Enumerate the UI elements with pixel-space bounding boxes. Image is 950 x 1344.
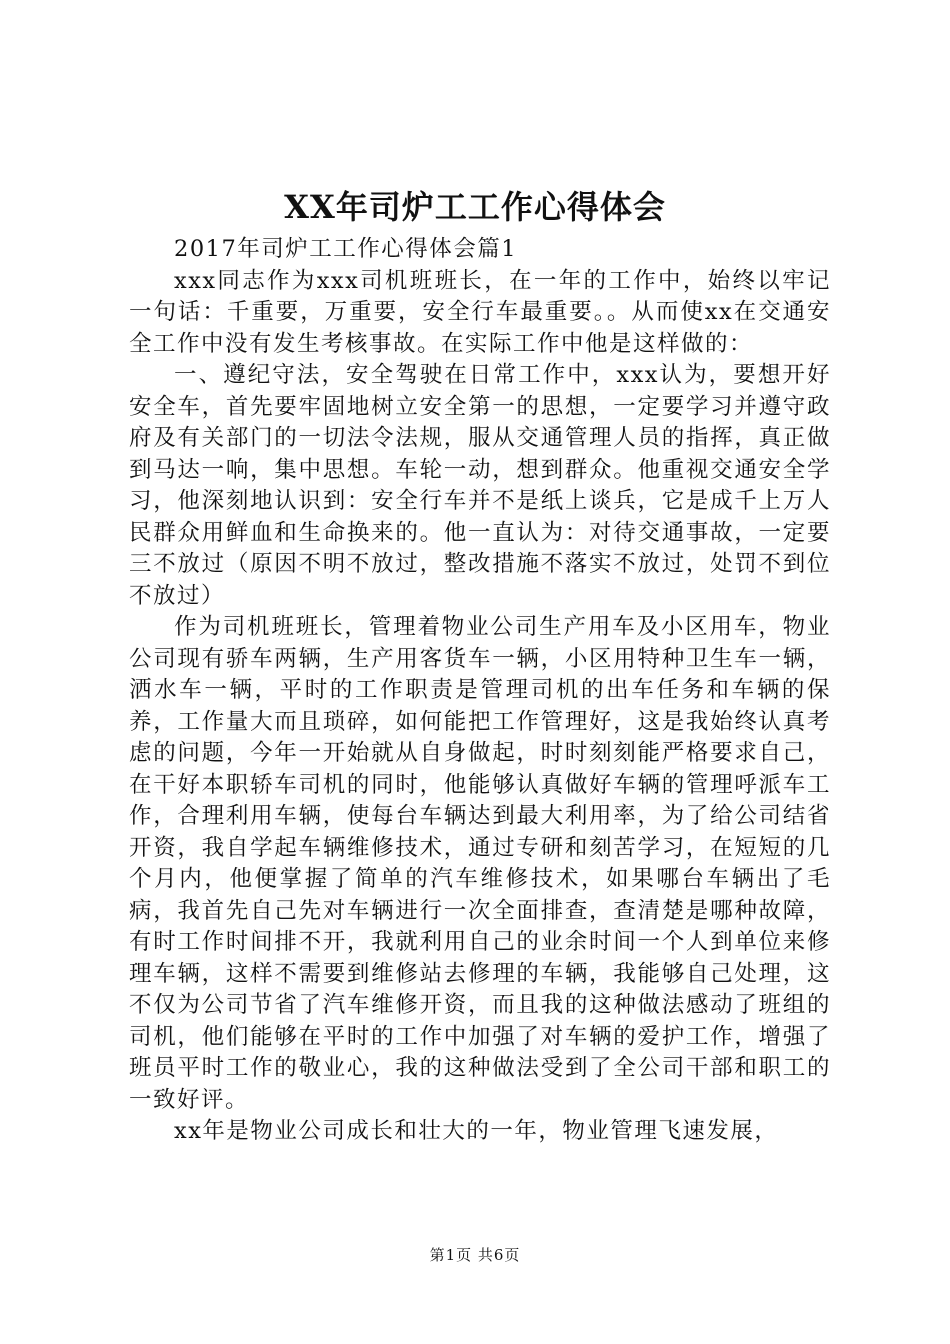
paragraph-intro: xxx同志作为xxx司机班班长，在一年的工作中，始终以牢记一句话：千重要，万重要，安全行车最重要。。从而使xx在交通安全工作中没有发生考核事故。在实际工作中他是这样做的： — [129, 267, 831, 357]
section-heading: 2017年司炉工工作心得体会篇1 — [174, 236, 518, 262]
page-number-footer: 第1页 共6页 — [429, 1246, 521, 1264]
paragraph-growth: xx年是物业公司成长和壮大的一年，物业管理飞速发展， — [174, 1118, 779, 1144]
paragraph-law-abiding: 一、遵纪守法，安全驾驶在日常工作中，xxx认为，要想开好安全车，首先要牢固地树立安全第一的思想，一定要学习并遵守政府及有关部门的一切法令法规，服从交通管理人员的指挥，真正做到马达一响，集中思想。车轮一动，想到群众。他重视交通安全学习，他深刻地认识到：安全行车并不是纸上谈兵，它是成千上万人民群众用鲜血和生命换来的。他一直认为：对待交通事故，一定要三不放过（原因不明不放过，整改措施不落实不放过，处罚不到位不放过） — [129, 362, 831, 609]
document-title: XX年司炉工工作心得体会 — [284, 188, 666, 226]
paragraph-team-leader: 作为司机班班长，管理着物业公司生产用车及小区用车，物业公司现有骄车两辆，生产用客货车一辆，小区用特种卫生车一辆，洒水车一辆，平时的工作职责是管理司机的出车任务和车辆的保养，工作量大而且琐碎，如何能把工作管理好，这是我始终认真考虑的问题，今年一开始就从自身做起，时时刻刻能严格要求自己，在干好本职轿车司机的同时，他能够认真做好车辆的管理呼派车工作，合理利用车辆，使每台车辆达到最大利用率，为了给公司结省开资，我自学起车辆维修技术，通过专研和刻苦学习，在短短的几个月内，他便掌握了简单的汽车维修技术，如果哪台车辆出了毛病，我首先自己先对车辆进行一次全面排查，查清楚是哪种故障，有时工作时间排不开，我就利用自己的业余时间一个人到单位来修理车辆，这样不需要到维修站去修理的车辆，我能够自己处理，这不仅为公司节省了汽车维修开资，而且我的这种做法感动了班组的司机，他们能够在平时的工作中加强了对车辆的爱护工作，增强了班员平时工作的敬业心，我的这种做法受到了全公司干部和职工的一致好评。 — [129, 614, 831, 1113]
document-body — [129, 234, 831, 1148]
